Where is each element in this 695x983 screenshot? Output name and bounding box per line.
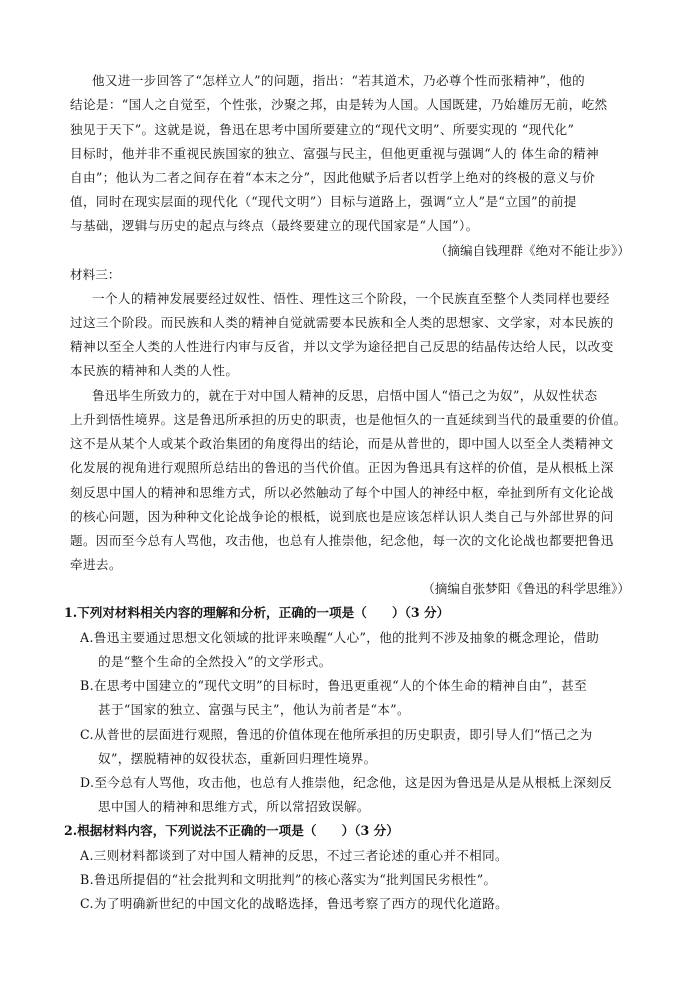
material3-p2-line-2: 上升到悟性境界。这是鲁迅所承担的历史的职责，也是他恒久的一直延续到当代的最重要的价值。 [70,412,627,427]
material3-p2-line-7: 题。因而至今总有人骂他，攻击他，也总有人推崇他，纪念他，每一次的文化论战也都要把鲁迅 [70,533,614,548]
material3-p2-line-3: 这不是从某个人或某个政治集团的角度得出的结论，而是从普世的，即中国人以至全人类精神文 [70,436,614,451]
passage2-source: （摘编自钱理群《绝对不能让步》） [434,243,630,258]
passage2-line-5: 自由”；他认为二者之间存在着“本末之分”，因此他赋予后者以哲学上绝对的终极的意义与价 [70,170,596,185]
q2-option-b: B.鲁迅所提倡的“社会批判和文明批判”的核心落实为“批判国民劣根性”。 [80,872,497,887]
q2-option-a: A.三则材料都谈到了对中国人精神的反思，不过三者论述的重心并不相同。 [80,848,508,863]
q1-option-c-line-1: C.从普世的层面进行观照，鲁迅的价值体现在他所承担的历史职责，即引导人们“悟己之为 [80,727,593,742]
q1-option-a-line-2: 的是“整个生命的全然投入”的文学形式。 [98,654,332,669]
material3-p2-line-1: 鲁迅毕生所致力的，就在于对中国人精神的反思，启悟中国人“悟己之为奴”，从奴性状态 [92,388,598,403]
material3-p1-line-4: 本民族的精神和人类的人性。 [70,363,239,378]
material3-p2-line-6: 的核心问题，因为种种文化论战争论的根柢，说到底也是应该怎样认识人类自己与外部世界的问 [70,509,614,524]
passage2-line-4: 目标时，他并非不重视民族国家的独立、富强与民主，但他更重视与强调“人的 体生命的精神 [70,146,599,161]
q1-option-b-line-1: B.在思考中国建立的“现代文明”的目标时，鲁迅更重视“人的个体生命的精神自由”，甚至 [80,678,588,693]
passage2-line-2: 结论是：“国人之自觉至，个性张，沙聚之邦，由是转为人国。人国既建，乃始雄厉无前，屹然 [70,97,608,112]
material3-p1-line-3: 精神以至全人类的人性进行内审与反省，并以文学为途径把自己反思的结晶传达给人民，以改变 [70,339,614,354]
passage2-line-7: 与基础，逻辑与历史的起点与终点（最终要建立的现代国家是“人国”）。 [70,218,479,233]
material3-p2-line-8: 牵进去。 [70,557,122,572]
q1-option-a-line-1: A.鲁迅主要通过思想文化领域的批评来唤醒“人心”，他的批判不涉及抽象的概念理论，借助 [80,630,600,645]
q1-option-c-line-2: 奴”，摆脱精神的奴役状态，重新回归理性境界。 [98,751,377,766]
material3-p1-line-2: 过这三个阶段。而民族和人类的精神自觉就需要本民族和全人类的思想家、文学家，对本民族的 [70,315,614,330]
material3-p2-line-4: 化发展的视角进行观照所总结出的鲁迅的当代价值。正因为鲁迅具有这样的价值，是从根柢上深 [70,460,614,475]
question-1-title: 1.下列对材料相关内容的理解和分析，正确的一项是（ ）（3 分） [64,605,450,620]
q2-option-c: C.为了明确新世纪的中国文化的战略选择，鲁迅考察了西方的现代化道路。 [80,896,509,911]
passage2-line-1: 他又进一步回答了“怎样立人”的问题，指出：“若其道术，乃必尊个性而张精神”，他的 [92,73,586,88]
material3-p1-line-1: 一个人的精神发展要经过奴性、悟性、理性这三个阶段，一个民族直至整个人类同样也要经 [92,291,610,306]
passage2-line-6: 值，同时在现实层面的现代化（“现代文明”）目标与道路上，强调“立人”是“立国”的前提 [70,194,577,209]
passage2-line-3: 独见于天下”。这就是说，鲁迅在思考中国所要建立的“现代文明”、所要实现的 “现代化” [70,122,575,137]
q1-option-b-line-2: 甚于“国家的独立、富强与民主”，他认为前者是“本”。 [98,702,410,717]
q1-option-d-line-2: 思中国人的精神和思维方式，所以常招致误解。 [98,799,370,814]
material3-p2-line-5: 刻反思中国人的精神和思维方式，所以必然触动了每个中国人的神经中枢，牵扯到所有文化论战 [70,485,614,500]
q1-option-d-line-1: D.至今总有人骂他，攻击他，也总有人推崇他，纪念他，这是因为鲁迅是从是从根柢上深刻反 [80,775,613,790]
material3-source: （摘编自张梦阳《鲁迅的科学思维》） [422,581,630,596]
material3-heading: 材料三： [70,267,121,282]
question-2-title: 2.根据材料内容，下列说法不正确的一项是（ ）（3 分） [64,823,399,838]
